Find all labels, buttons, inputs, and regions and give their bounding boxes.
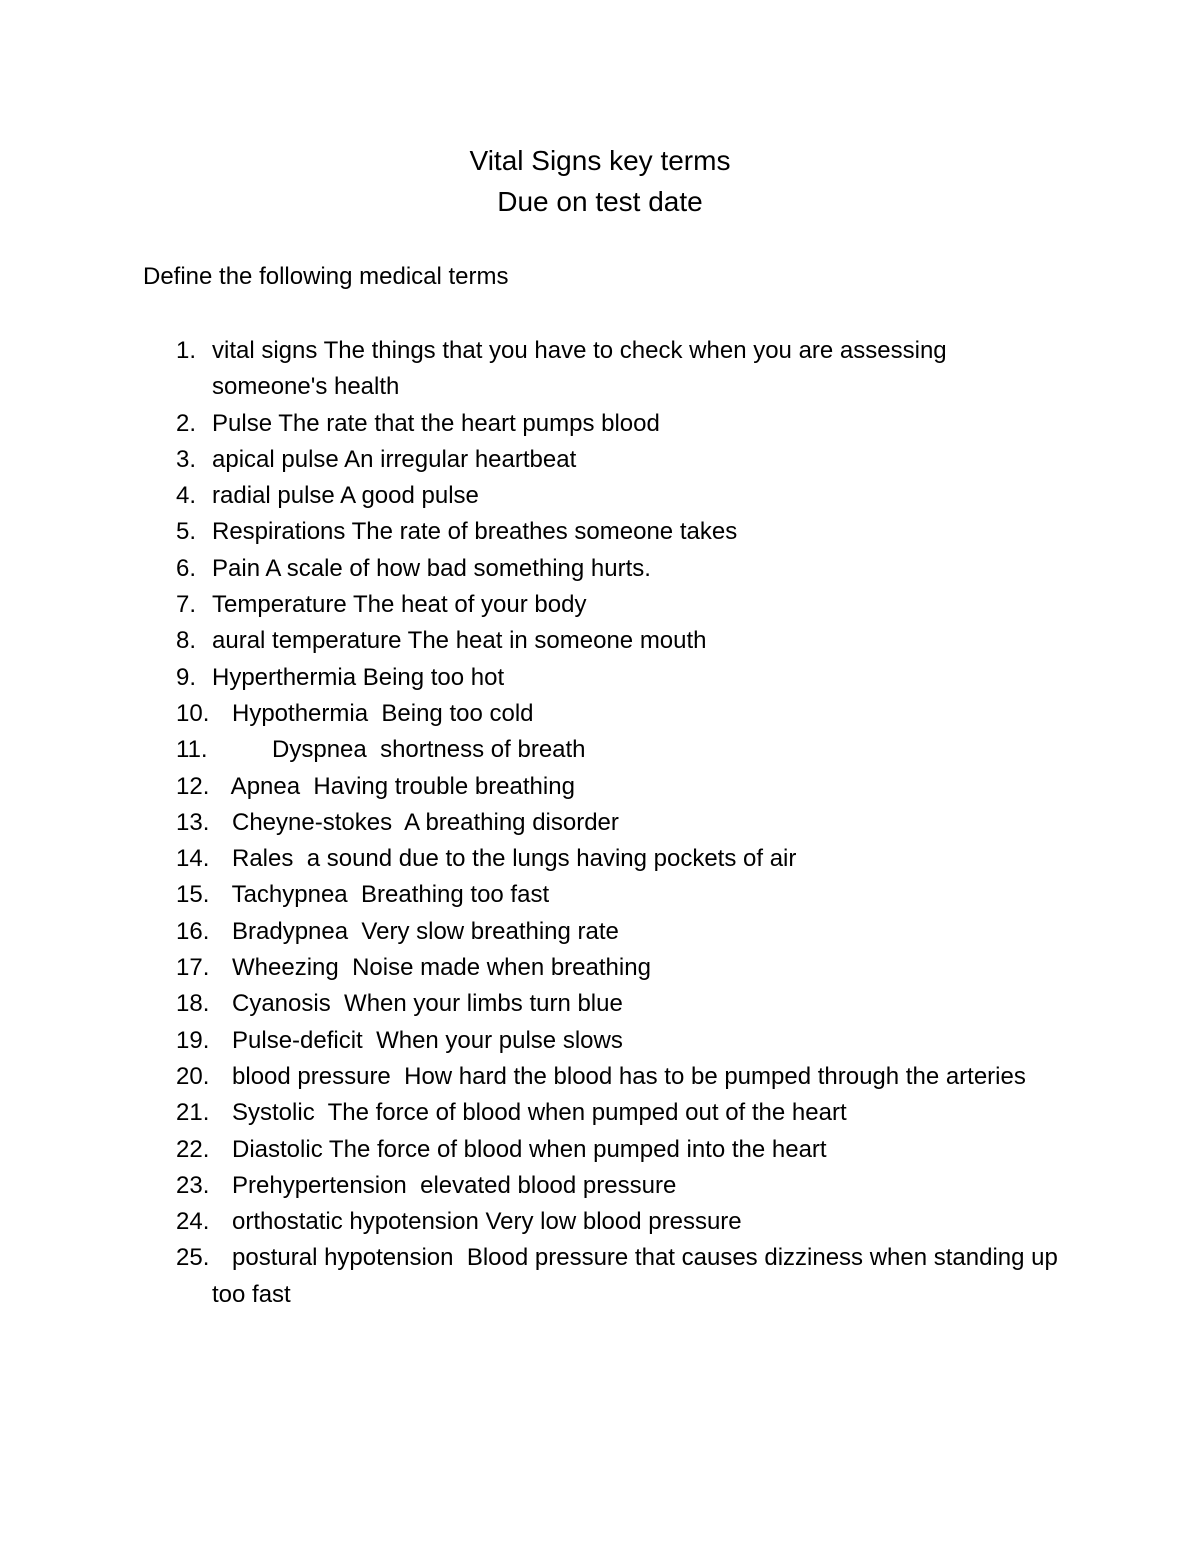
term-text: Hypothermia Being too cold (212, 699, 534, 727)
term-item-9 (0, 660, 1200, 696)
term-text: Cyanosis When your limbs turn blue (212, 990, 623, 1018)
term-text: vital signs The things that you have to check when you are assessing someone's health (212, 337, 947, 401)
term-item-7 (0, 587, 1200, 623)
term-number: 16. (176, 917, 210, 945)
term-text: Tachypnea Breathing too fast (212, 881, 550, 909)
term-item-15 (0, 877, 1200, 913)
term-number: 14. (176, 845, 210, 873)
term-item-3 (0, 442, 1200, 478)
term-number: 17. (176, 954, 210, 982)
term-number: 8. (176, 627, 197, 655)
term-item-17 (0, 950, 1200, 986)
term-text: Systolic The force of blood when pumped out of the heart (212, 1099, 847, 1127)
term-text: Pain A scale of how bad something hurts. (212, 554, 651, 582)
term-text: Cheyne-stokes A breathing disorder (212, 808, 619, 836)
terms-list (0, 333, 1200, 1313)
term-item-12 (0, 769, 1200, 805)
term-text: radial pulse A good pulse (212, 482, 479, 510)
term-item-18 (0, 986, 1200, 1022)
term-text: orthostatic hypotension Very low blood pressure (212, 1208, 742, 1236)
term-number: 3. (176, 445, 197, 473)
term-text: Hyperthermia Being too hot (212, 663, 505, 691)
term-text: Prehypertension elevated blood pressure (212, 1171, 677, 1199)
term-number: 2. (176, 409, 197, 437)
term-number: 12. (176, 772, 210, 800)
term-number: 22. (176, 1135, 210, 1163)
term-text: Bradypnea Very slow breathing rate (212, 917, 619, 945)
term-text: Pulse The rate that the heart pumps blood (212, 409, 660, 437)
term-item-5 (0, 514, 1200, 550)
term-number: 18. (176, 990, 210, 1018)
term-text: Pulse-deficit When your pulse slows (212, 1026, 623, 1054)
term-text: Apnea Having trouble breathing (212, 772, 575, 800)
term-number: 1. (176, 337, 197, 364)
term-number: 15. (176, 881, 210, 909)
term-number: 9. (176, 663, 197, 691)
term-number: 11. (176, 736, 208, 764)
term-item-13 (0, 805, 1200, 841)
term-number: 20. (176, 1062, 210, 1090)
term-text: Temperature The heat of your body (212, 591, 587, 619)
term-item-4 (0, 478, 1200, 514)
title-line-2: Due on test date (497, 186, 703, 217)
term-item-6 (0, 551, 1200, 587)
term-number: 6. (176, 554, 197, 582)
term-item-2 (0, 406, 1200, 442)
term-item-24 (0, 1204, 1200, 1240)
term-text: Rales a sound due to the lungs having pockets of air (212, 845, 797, 873)
term-number: 5. (176, 518, 197, 546)
term-item-19 (0, 1023, 1200, 1059)
term-number: 24. (176, 1208, 210, 1236)
term-text: Wheezing Noise made when breathing (212, 954, 651, 982)
term-item-16 (0, 914, 1200, 950)
term-item-14 (0, 841, 1200, 877)
term-number: 23. (176, 1171, 210, 1199)
term-text: apical pulse An irregular heartbeat (212, 445, 577, 473)
term-item-20 (0, 1059, 1200, 1095)
term-item-21 (0, 1095, 1200, 1131)
term-number: 4. (176, 482, 197, 510)
term-item-25 (0, 1240, 1200, 1313)
term-item-10 (0, 696, 1200, 732)
term-number: 10. (176, 699, 210, 727)
term-item-11 (0, 732, 1200, 768)
term-number: 21. (176, 1099, 210, 1127)
term-text: Respirations The rate of breathes someone takes (212, 518, 738, 546)
term-number: 19. (176, 1026, 210, 1054)
term-text: blood pressure How hard the blood has to be pumped through the arteries (212, 1062, 1026, 1090)
term-item-8 (0, 623, 1200, 659)
term-number: 25. (176, 1244, 210, 1272)
instructions-text: Define the following medical terms (143, 263, 509, 290)
term-number: 13. (176, 808, 210, 836)
term-text: aural temperature The heat in someone mouth (212, 627, 707, 655)
term-number: 7. (176, 591, 197, 619)
term-text: Dyspnea shortness of breath (212, 736, 586, 764)
term-text: postural hypotension Blood pressure that causes dizziness when standing up too fast (212, 1244, 1065, 1308)
title-line-1: Vital Signs key terms (469, 145, 731, 176)
document-title (0, 140, 1200, 222)
term-text: Diastolic The force of blood when pumped into the heart (212, 1135, 827, 1163)
term-item-23 (0, 1168, 1200, 1204)
term-item-1 (0, 333, 1200, 406)
term-item-22 (0, 1132, 1200, 1168)
